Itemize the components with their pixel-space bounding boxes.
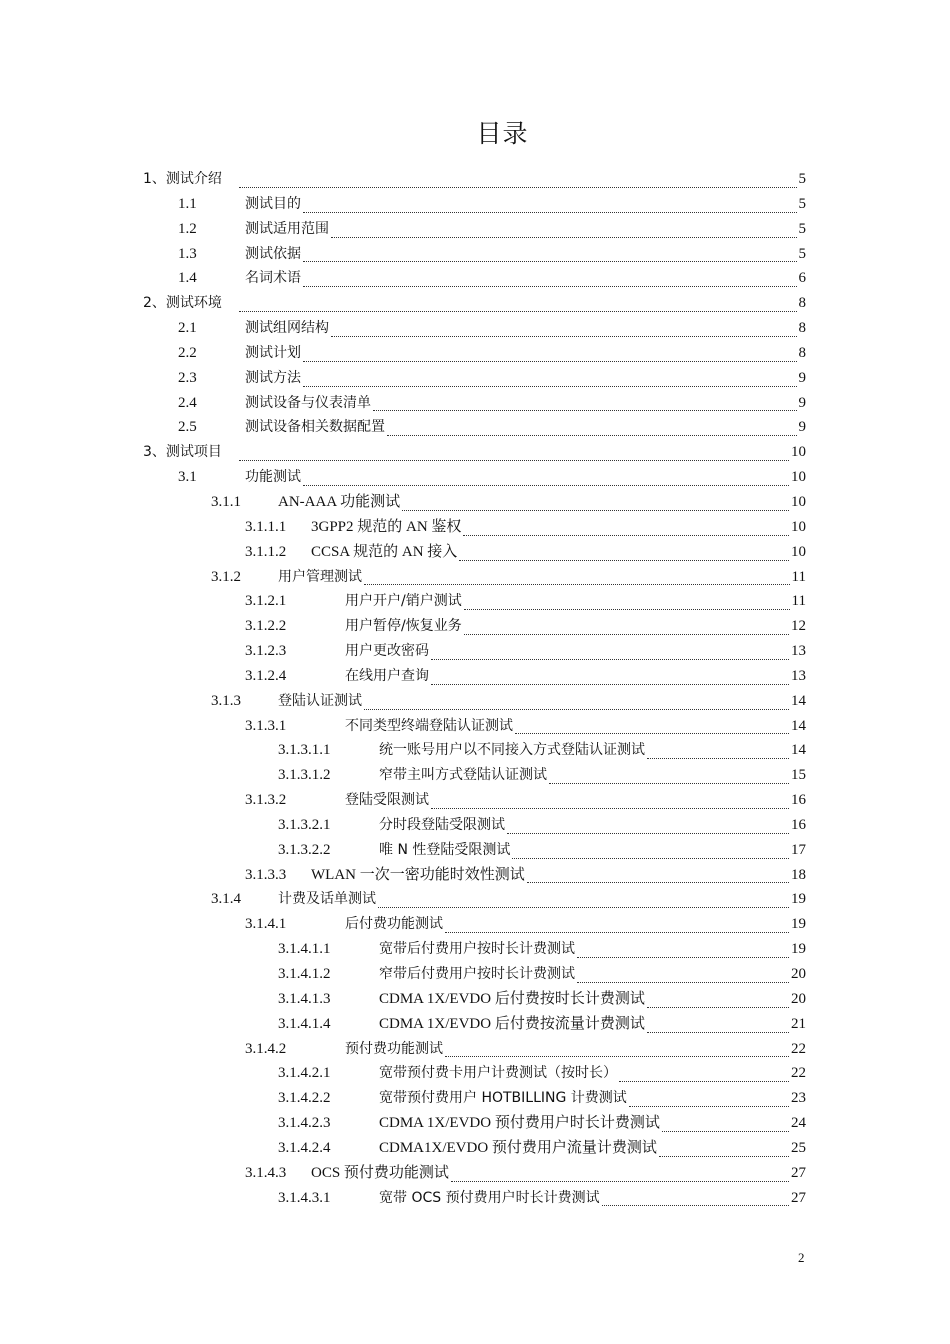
page-title: 目录	[476, 119, 529, 148]
toc-entry[interactable]	[0, 266, 950, 291]
toc-entry-number: 3.1.4.1.1	[278, 941, 331, 958]
toc-entry-text	[379, 987, 806, 1012]
toc-entry-number: 3.1.4.2.4	[278, 1139, 331, 1156]
toc-entry-text	[245, 192, 806, 217]
toc-dot-leader	[445, 1055, 789, 1057]
toc-dot-leader	[659, 1155, 789, 1157]
toc-entry-page: 10	[791, 518, 806, 535]
toc-dot-leader	[373, 409, 797, 411]
toc-entry-label: OCS 预付费功能测试	[311, 1164, 449, 1181]
toc-entry[interactable]	[0, 1111, 950, 1136]
toc-entry-number: 3.1.4.2	[245, 1040, 287, 1057]
toc-entry[interactable]	[0, 341, 950, 366]
toc-entry-text	[245, 217, 806, 242]
toc-entry-number: 3.1.2.3	[245, 643, 287, 660]
toc-entry[interactable]	[0, 540, 950, 565]
toc-entry-number: 1.4	[178, 270, 197, 287]
toc-entry-number: 3.1.1.2	[245, 543, 287, 560]
toc-entry-page: 9	[798, 369, 806, 386]
toc-dot-leader	[331, 236, 797, 238]
toc-entry-label: 测试计划	[245, 344, 301, 361]
toc-entry-label: 用户更改密码	[345, 643, 429, 660]
toc-entry-number: 3.1.4	[211, 891, 241, 908]
toc-entry-label: 宽带预付费卡用户计费测试（按时长）	[379, 1065, 617, 1082]
toc-entry-number: 3.1.2.4	[245, 667, 287, 684]
toc-entry[interactable]	[0, 962, 950, 987]
toc-dot-leader	[647, 1031, 789, 1033]
toc-entry-text	[345, 614, 806, 639]
toc-dot-leader	[431, 807, 789, 809]
toc-entry-text	[311, 1161, 806, 1186]
toc-entry[interactable]	[0, 1061, 950, 1086]
toc-entry-page: 10	[791, 543, 806, 560]
toc-entry-page: 10	[791, 469, 806, 486]
toc-entry-number: 3.1.3.3	[245, 866, 287, 883]
toc-entry-number: 3.1.3.1	[245, 717, 287, 734]
toc-entry-page: 27	[791, 1164, 806, 1181]
toc-entry-label: 分时段登陆受限测试	[379, 816, 505, 833]
toc-entry[interactable]	[0, 440, 950, 465]
toc-entry[interactable]	[0, 788, 950, 813]
toc-entry-text	[379, 763, 806, 788]
toc-entry-label: 登陆受限测试	[345, 792, 429, 809]
toc-entry-page: 11	[791, 593, 806, 610]
toc-entry[interactable]	[0, 515, 950, 540]
toc-entry-page: 5	[798, 245, 806, 262]
toc-dot-leader	[463, 534, 789, 536]
toc-entry-page: 6	[798, 270, 806, 287]
toc-dot-leader	[507, 832, 789, 834]
toc-entry-page: 18	[791, 866, 806, 883]
toc-entry-number: 3.1.4.3	[245, 1164, 287, 1181]
toc-entry-page: 23	[791, 1090, 806, 1107]
toc-entry-page: 22	[791, 1065, 806, 1082]
toc-entry-text	[245, 242, 806, 267]
toc-entry-page: 24	[791, 1115, 806, 1132]
toc-entry[interactable]	[0, 987, 950, 1012]
toc-entry-number: 3.1.4.3.1	[278, 1189, 331, 1206]
toc-entry[interactable]	[0, 1086, 950, 1111]
toc-entry-page: 22	[791, 1040, 806, 1057]
toc-entry-label: 测试设备相关数据配置	[245, 419, 385, 436]
toc-entry-label: 窄带主叫方式登陆认证测试	[379, 767, 547, 784]
toc-entry-number: 3.1.2.1	[245, 593, 287, 610]
toc-entry-label: 测试目的	[245, 195, 301, 212]
toc-entry[interactable]	[0, 887, 950, 912]
toc-entry-label: 测试适用范围	[245, 220, 329, 237]
toc-entry-number: 3、测试项目	[143, 444, 222, 461]
toc-entry-label: 唯 N 性登陆受限测试	[379, 841, 511, 858]
toc-entry-number: 2、测试环境	[143, 295, 222, 312]
toc-entry-text	[345, 664, 806, 689]
toc-entry-number: 3.1.1.1	[245, 518, 287, 535]
toc-entry-page: 14	[791, 742, 806, 759]
toc-entry-label: CDMA 1X/EVDO 后付费按时长计费测试	[379, 990, 645, 1007]
toc-entry-page: 10	[791, 493, 806, 510]
toc-entry-label: 用户管理测试	[278, 568, 362, 585]
toc-entry-page: 19	[791, 941, 806, 958]
toc-entry-page: 5	[798, 195, 806, 212]
toc-entry-page: 15	[791, 767, 806, 784]
toc-entry-page: 12	[791, 618, 806, 635]
toc-entry[interactable]	[0, 1136, 950, 1161]
toc-entry-text	[345, 589, 806, 614]
toc-entry-page: 5	[798, 220, 806, 237]
toc-entry-page: 16	[791, 792, 806, 809]
toc-dot-leader	[527, 881, 789, 883]
toc-entry-label: 预付费功能测试	[345, 1040, 443, 1057]
toc-entry-number: 1.1	[178, 195, 197, 212]
toc-dot-leader	[402, 509, 789, 511]
toc-dot-leader	[619, 1080, 789, 1082]
toc-dot-leader	[459, 559, 789, 561]
toc-dot-leader	[303, 211, 797, 213]
toc-entry-text	[245, 266, 806, 291]
table-of-contents	[0, 167, 950, 1210]
toc-entry-page: 8	[798, 295, 806, 312]
toc-entry-number: 2.3	[178, 369, 197, 386]
toc-entry-text	[345, 788, 806, 813]
toc-entry-label: CDMA 1X/EVDO 预付费用户时长计费测试	[379, 1115, 660, 1132]
toc-entry-text	[379, 1111, 806, 1136]
toc-entry-label: WLAN 一次一密功能时效性测试	[311, 866, 525, 883]
toc-entry-text	[379, 813, 806, 838]
toc-entry-label: 窄带后付费用户按时长计费测试	[379, 966, 575, 982]
toc-entry-label: 测试方法	[245, 369, 301, 386]
toc-entry[interactable]	[0, 639, 950, 664]
toc-entry-number: 2.2	[178, 344, 197, 361]
toc-dot-leader	[364, 583, 790, 585]
toc-entry-number: 3.1.2.2	[245, 618, 287, 635]
toc-entry-number: 3.1.2	[211, 568, 241, 585]
toc-entry-text	[345, 912, 806, 937]
toc-dot-leader	[378, 906, 789, 908]
toc-entry-text	[237, 291, 806, 316]
toc-entry-number: 3.1.4.1.4	[278, 1015, 331, 1032]
toc-entry-number: 2.5	[178, 419, 197, 436]
toc-entry[interactable]	[0, 863, 950, 888]
toc-entry-page: 14	[791, 717, 806, 734]
toc-entry-number: 3.1.4.2.2	[278, 1090, 331, 1107]
toc-entry-page: 10	[791, 444, 806, 461]
toc-entry-label: 3GPP2 规范的 AN 鉴权	[311, 518, 462, 535]
toc-entry-page: 11	[791, 568, 806, 585]
toc-entry-page: 13	[791, 667, 806, 684]
toc-dot-leader	[464, 608, 790, 610]
toc-entry-number: 3.1.1	[211, 493, 241, 510]
toc-dot-leader	[331, 335, 797, 337]
toc-entry-page: 14	[791, 692, 806, 709]
toc-dot-leader	[239, 310, 797, 312]
toc-entry-label: 登陆认证测试	[278, 692, 362, 709]
toc-entry-text	[237, 167, 806, 192]
toc-dot-leader	[549, 782, 789, 784]
toc-entry[interactable]	[0, 689, 950, 714]
toc-entry[interactable]	[0, 415, 950, 440]
toc-entry[interactable]	[0, 738, 950, 763]
toc-entry-text	[345, 639, 806, 664]
toc-dot-leader	[451, 1180, 789, 1182]
toc-entry-label: 用户暂停/恢复业务	[345, 618, 462, 635]
toc-entry-label: 不同类型终端登陆认证测试	[345, 717, 513, 734]
toc-dot-leader	[303, 360, 797, 362]
toc-entry-number: 3.1.3.1.2	[278, 767, 331, 784]
toc-entry-label: 在线用户查询	[345, 667, 429, 684]
toc-entry-text	[245, 366, 806, 391]
toc-entry-text	[345, 714, 806, 739]
toc-entry-text	[245, 341, 806, 366]
toc-entry-text	[379, 738, 806, 763]
toc-entry[interactable]	[0, 1186, 950, 1211]
toc-entry[interactable]	[0, 614, 950, 639]
toc-dot-leader	[577, 956, 789, 958]
toc-dot-leader	[647, 1006, 789, 1008]
toc-entry[interactable]	[0, 664, 950, 689]
toc-entry-label: 测试设备与仪表清单	[245, 394, 371, 411]
toc-entry[interactable]	[0, 242, 950, 267]
toc-dot-leader	[303, 285, 797, 287]
toc-entry-text	[379, 1136, 806, 1161]
toc-entry-page: 20	[791, 966, 806, 982]
toc-entry-label: 宽带 OCS 预付费用户时长计费测试	[379, 1189, 600, 1206]
toc-entry-number: 3.1.3	[211, 692, 241, 709]
toc-entry-label: AN-AAA 功能测试	[278, 493, 401, 510]
toc-entry[interactable]	[0, 714, 950, 739]
toc-dot-leader	[577, 981, 789, 983]
toc-entry-number: 2.1	[178, 320, 197, 337]
toc-entry-label: 测试组网结构	[245, 320, 329, 337]
toc-entry-number: 3.1.4.2.3	[278, 1115, 331, 1132]
toc-dot-leader	[239, 459, 789, 461]
toc-entry[interactable]	[0, 1161, 950, 1186]
toc-entry[interactable]	[0, 291, 950, 316]
toc-dot-leader	[364, 708, 789, 710]
toc-entry-number: 3.1.3.2.2	[278, 841, 331, 858]
toc-entry-page: 19	[791, 891, 806, 908]
toc-entry-number: 3.1.3.2.1	[278, 816, 331, 833]
toc-entry-text	[379, 1086, 806, 1111]
toc-entry-number: 3.1.4.1.3	[278, 990, 331, 1007]
toc-entry[interactable]	[0, 366, 950, 391]
toc-dot-leader	[629, 1105, 789, 1107]
toc-entry-number: 3.1.4.1.2	[278, 966, 331, 982]
toc-dot-leader	[602, 1204, 789, 1206]
toc-entry[interactable]	[0, 391, 950, 416]
toc-entry-number: 1.2	[178, 220, 197, 237]
toc-entry-text	[278, 490, 806, 515]
toc-entry-text	[379, 1061, 806, 1086]
toc-entry-text	[379, 838, 806, 863]
toc-entry[interactable]	[0, 490, 950, 515]
toc-entry[interactable]	[0, 763, 950, 788]
toc-entry[interactable]	[0, 912, 950, 937]
toc-entry[interactable]	[0, 1012, 950, 1037]
toc-entry-page: 27	[791, 1189, 806, 1206]
toc-entry-text	[245, 415, 806, 440]
toc-entry-text	[245, 391, 806, 416]
toc-dot-leader	[239, 186, 797, 188]
toc-entry-number: 3.1.4.1	[245, 916, 287, 933]
toc-entry[interactable]	[0, 937, 950, 962]
toc-entry-label: CCSA 规范的 AN 接入	[311, 543, 458, 560]
toc-dot-leader	[445, 931, 789, 933]
toc-entry-text	[278, 689, 806, 714]
toc-entry-text	[379, 937, 806, 962]
toc-entry-label: 用户开户/销户测试	[345, 593, 462, 610]
toc-entry-text	[237, 440, 806, 465]
toc-dot-leader	[647, 757, 789, 759]
toc-entry-label: 测试依据	[245, 245, 301, 262]
toc-entry-text	[379, 1186, 806, 1211]
toc-dot-leader	[515, 732, 789, 734]
toc-entry-page: 5	[798, 171, 806, 187]
toc-entry-text	[311, 863, 806, 888]
toc-entry-number: 1.3	[178, 245, 197, 262]
toc-entry-label: 计费及话单测试	[278, 891, 376, 908]
toc-entry-number: 3.1.3.1.1	[278, 742, 331, 759]
toc-dot-leader	[512, 857, 789, 859]
toc-entry-page: 8	[798, 344, 806, 361]
toc-entry-text	[311, 540, 806, 565]
toc-dot-leader	[662, 1130, 789, 1132]
toc-dot-leader	[387, 434, 797, 436]
toc-entry-label: 宽带预付费用户 HOTBILLING 计费测试	[379, 1090, 627, 1107]
toc-entry-page: 8	[798, 320, 806, 337]
toc-dot-leader	[431, 683, 789, 685]
toc-entry-text	[245, 316, 806, 341]
toc-entry-label: 统一账号用户以不同接入方式登陆认证测试	[379, 742, 645, 759]
toc-entry-text	[278, 887, 806, 912]
toc-dot-leader	[303, 484, 789, 486]
toc-entry[interactable]	[0, 813, 950, 838]
toc-entry-text	[379, 1012, 806, 1037]
toc-entry-page: 20	[791, 990, 806, 1007]
toc-entry[interactable]	[0, 565, 950, 590]
toc-entry-page: 21	[791, 1015, 806, 1032]
toc-entry-page: 17	[791, 841, 806, 858]
toc-entry-label: 功能测试	[245, 469, 301, 486]
toc-entry[interactable]	[0, 1037, 950, 1062]
toc-entry[interactable]	[0, 192, 950, 217]
toc-entry-label: 宽带后付费用户按时长计费测试	[379, 941, 575, 958]
toc-dot-leader	[464, 633, 789, 635]
toc-dot-leader	[431, 658, 789, 660]
toc-entry-label: 名词术语	[245, 270, 301, 287]
toc-entry-number: 3.1	[178, 469, 197, 486]
page-number: 2	[798, 1250, 805, 1265]
toc-entry-text	[379, 962, 806, 987]
toc-entry-label: CDMA 1X/EVDO 后付费按流量计费测试	[379, 1015, 645, 1032]
toc-entry[interactable]	[0, 838, 950, 863]
toc-entry-text	[311, 515, 806, 540]
toc-entry[interactable]	[0, 589, 950, 614]
toc-entry-page: 9	[798, 419, 806, 436]
toc-dot-leader	[303, 260, 797, 262]
toc-entry-page: 13	[791, 643, 806, 660]
toc-entry-label: CDMA1X/EVDO 预付费用户流量计费测试	[379, 1139, 657, 1156]
toc-entry[interactable]	[0, 167, 950, 192]
toc-entry-page: 9	[798, 394, 806, 411]
toc-entry-number: 3.1.4.2.1	[278, 1065, 331, 1082]
toc-entry-text	[278, 565, 806, 590]
toc-dot-leader	[303, 385, 797, 387]
toc-entry[interactable]	[0, 217, 950, 242]
toc-entry-number: 2.4	[178, 394, 197, 411]
toc-entry-text	[245, 465, 806, 490]
toc-entry-text	[345, 1037, 806, 1062]
toc-entry-label: 后付费功能测试	[345, 916, 443, 933]
toc-entry-page: 19	[791, 916, 806, 933]
toc-entry[interactable]	[0, 465, 950, 490]
toc-entry-page: 16	[791, 816, 806, 833]
toc-entry[interactable]	[0, 316, 950, 341]
toc-entry-page: 25	[791, 1139, 806, 1156]
toc-entry-number: 3.1.3.2	[245, 792, 287, 809]
toc-entry-number: 1、测试介绍	[143, 171, 222, 187]
